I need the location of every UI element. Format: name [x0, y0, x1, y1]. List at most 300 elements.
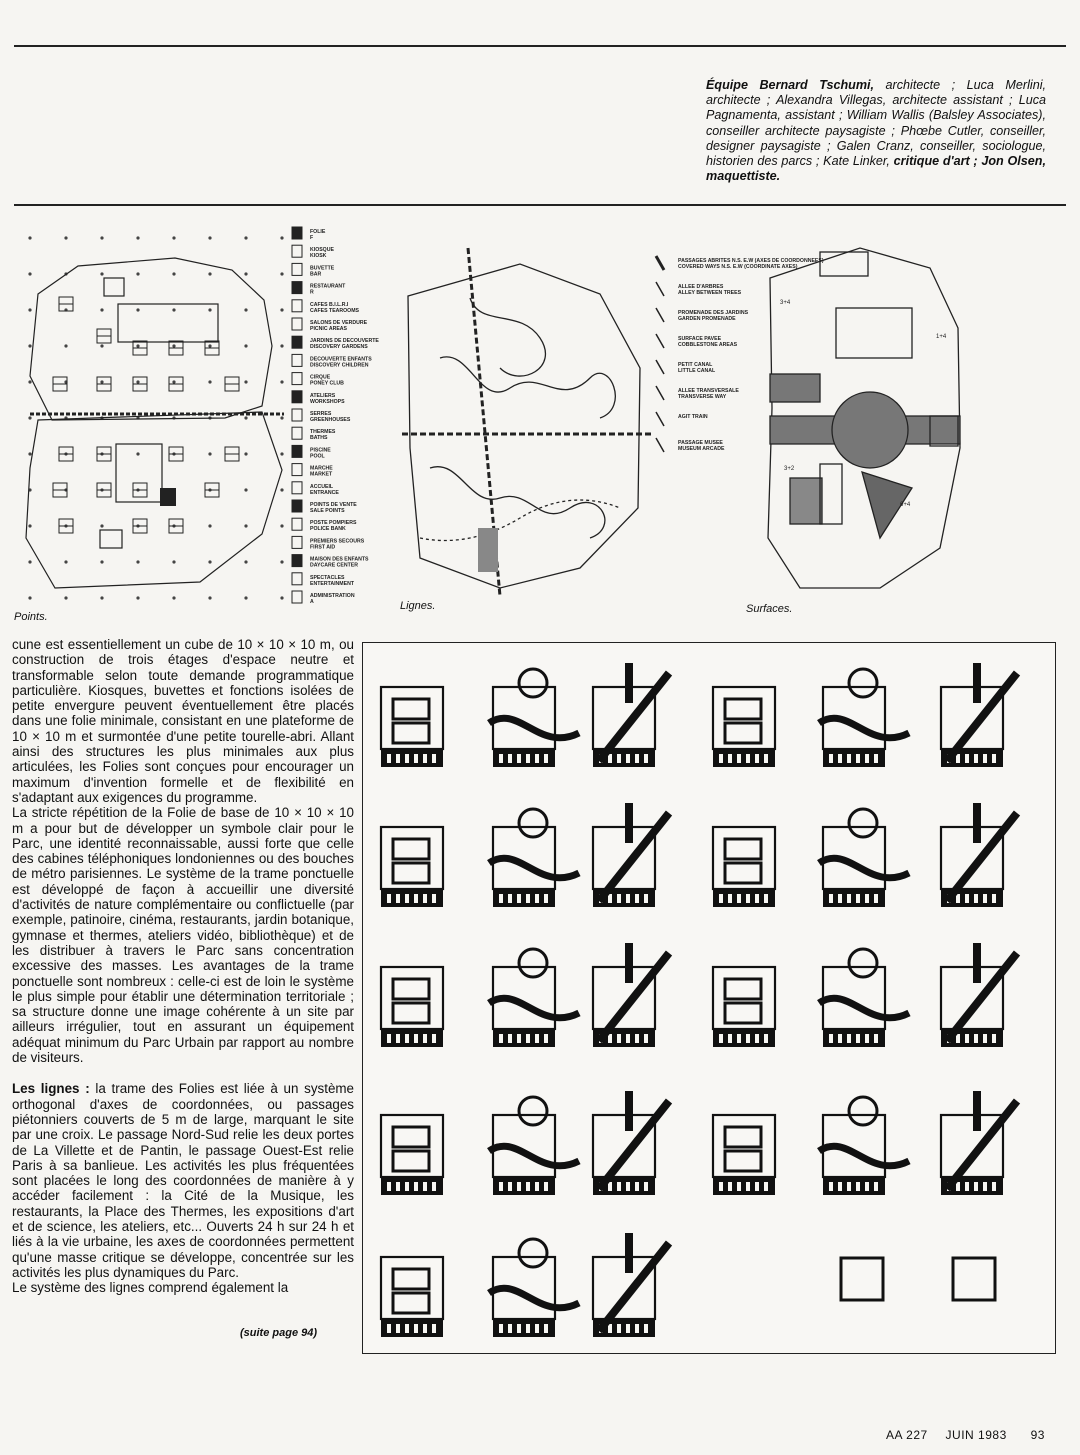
- folie-window: [829, 1034, 833, 1043]
- legend-point-fr: SERRES: [310, 411, 332, 417]
- points-plan: [26, 236, 284, 599]
- folie-tower: [973, 803, 981, 843]
- folie-window: [983, 894, 987, 903]
- folie-window: [983, 754, 987, 763]
- legend-ligne-fr: ALLEE TRANSVERSALE: [678, 388, 739, 394]
- folie-window: [617, 894, 621, 903]
- grid-dot: [208, 272, 211, 275]
- grid-dot: [28, 596, 31, 599]
- credits-lead: Équipe Bernard Tschumi,: [706, 78, 875, 92]
- grid-dot: [244, 524, 247, 527]
- folie-window: [838, 894, 842, 903]
- folie-window: [432, 1324, 436, 1333]
- folie-window: [508, 1182, 512, 1191]
- folie-window: [983, 1182, 987, 1191]
- folie-window: [414, 1034, 418, 1043]
- folie-window: [432, 894, 436, 903]
- legend-point-en: POOL: [310, 453, 325, 460]
- folie-window: [865, 754, 869, 763]
- folie-window: [405, 1182, 409, 1191]
- canal-icon: [656, 360, 664, 374]
- folie-frame: [725, 1127, 761, 1147]
- surface-label: 3+4: [780, 300, 791, 306]
- spectacle-icon: [292, 573, 302, 585]
- folie-window: [737, 1034, 741, 1043]
- grid-dot: [244, 488, 247, 491]
- legend-point-en: PONEY CLUB: [310, 380, 344, 387]
- grid-dot: [136, 308, 139, 311]
- secours-icon: [292, 536, 302, 548]
- folie-frame: [393, 863, 429, 883]
- caption-points: Points.: [14, 611, 48, 623]
- folie-window: [644, 1034, 648, 1043]
- allee-icon: [656, 282, 664, 296]
- folie-window: [414, 1182, 418, 1191]
- grid-dot: [172, 596, 175, 599]
- folie-window: [755, 754, 759, 763]
- folie-window: [635, 1034, 639, 1043]
- grid-dot: [208, 236, 211, 239]
- grid-dot: [28, 560, 31, 563]
- folie-window: [535, 894, 539, 903]
- legend-ligne-en: GARDEN PROMENADE: [678, 316, 736, 322]
- folie-drawing: [593, 943, 669, 1047]
- grid-dot: [172, 308, 175, 311]
- grid-dot: [28, 452, 31, 455]
- folie-cylinder: [849, 669, 877, 697]
- caption-surfaces: Surfaces.: [746, 603, 793, 615]
- legend-point-en: SALE POINTS: [310, 508, 345, 514]
- folie-window: [617, 1182, 621, 1191]
- folie-window: [983, 1034, 987, 1043]
- continued-note: (suite page 94): [240, 1327, 318, 1339]
- grid-dot: [64, 344, 67, 347]
- folie-cylinder: [519, 669, 547, 697]
- folie-window: [499, 754, 503, 763]
- grid-dot: [208, 524, 211, 527]
- folie-window: [423, 894, 427, 903]
- folie-window: [499, 894, 503, 903]
- folie-drawing: [593, 803, 669, 907]
- folie-window: [626, 1182, 630, 1191]
- folie-window: [544, 1324, 548, 1333]
- folie-wave: [489, 998, 579, 1018]
- legend-point-en: F: [310, 235, 314, 241]
- grid-dot: [208, 308, 211, 311]
- legend-ligne-fr: AGIT TRAIN: [678, 414, 708, 420]
- grid-dot: [100, 308, 103, 311]
- body-paragraph-3: [12, 1081, 354, 1280]
- buvette-icon: [292, 263, 302, 275]
- folie-frame: [393, 699, 429, 719]
- folie-window: [635, 754, 639, 763]
- grid-dot: [280, 524, 283, 527]
- folie-window: [847, 1034, 851, 1043]
- folie-window: [423, 754, 427, 763]
- legend-point-en: WORKSHOPS: [310, 398, 345, 405]
- grid-dot: [136, 596, 139, 599]
- points-grid: [28, 236, 283, 599]
- grid-dot: [244, 560, 247, 563]
- legend-point-en: BATHS: [310, 435, 328, 442]
- folie-window: [755, 1182, 759, 1191]
- folie-window: [974, 1034, 978, 1043]
- folie-drawing: [819, 809, 909, 907]
- folie-drawing: [381, 687, 443, 767]
- folie-window: [644, 1324, 648, 1333]
- folie-window: [728, 1034, 732, 1043]
- folie-window: [764, 1034, 768, 1043]
- folie-window: [992, 894, 996, 903]
- folie-window: [414, 894, 418, 903]
- folie-window: [719, 754, 723, 763]
- folie-frame: [725, 863, 761, 883]
- folie-drawing: [819, 669, 909, 767]
- folie-window: [396, 894, 400, 903]
- legend-point-fr: RESTAURANT: [310, 283, 346, 290]
- promenade-icon: [656, 308, 664, 322]
- lignes-text: la trame des Folies est liée à un système orthogonal d'axes de coordonnées, ou passages piétonniers couverts de 5 m de large, marquant le site par une croix. Le passage Nord-Sud relie les deux portes de La Villette et de Pantin, le passage Ouest-Est relie Paris à sa banlieue. Les activités les plus fréquentées sont placées le long des coordonnées de manière à y accéder facilement : la Cité de la Musique, les restaurants, la Place des Thermes, les expositions d'art et de science, les ateliers, etc... Ouverts 24 h sur 24 h et liés à la vie urbaine, les axes de coordonnées permettent qu'une masse critique se développe, concentrée sur les activités les plus dynamiques du Parc.: [12, 1081, 354, 1280]
- folie-window: [719, 1182, 723, 1191]
- footer-issue: AA 227: [886, 1428, 928, 1442]
- folie-icon: [292, 227, 302, 239]
- folie-window: [737, 894, 741, 903]
- grid-dot: [28, 416, 31, 419]
- legend-point-en: MARKET: [310, 471, 333, 478]
- folie-drawing: [819, 1097, 909, 1195]
- legend-point-fr: PISCINE: [310, 447, 331, 454]
- vente-icon: [292, 500, 302, 512]
- cafe-icon: [292, 300, 302, 312]
- legend-point-fr: SALONS DE VERDURE: [310, 320, 368, 326]
- folie-window: [644, 894, 648, 903]
- therme-icon: [292, 427, 302, 439]
- folie-window: [544, 1034, 548, 1043]
- legend-ligne-fr: PASSAGE MUSEE: [678, 440, 723, 446]
- legend-point-fr: KIOSQUE: [310, 247, 334, 254]
- folie-cylinder: [519, 1239, 547, 1267]
- legend-point-en: DISCOVERY GARDENS: [310, 344, 368, 351]
- folie-window: [874, 1034, 878, 1043]
- folie-window: [499, 1324, 503, 1333]
- legend-point-en: A: [310, 599, 314, 605]
- piscine-icon: [292, 445, 302, 457]
- grid-dot: [136, 236, 139, 239]
- folie-window: [965, 1182, 969, 1191]
- cross-axes-icon: [656, 256, 664, 270]
- team-credits: [706, 78, 1046, 184]
- legend-point-fr: POINTS DE VENTE: [310, 502, 357, 508]
- footer-date: JUIN 1983: [945, 1428, 1007, 1442]
- legend-ligne-en: COVERED WAYS N.S. E.W (COORDINATE AXES): [678, 264, 798, 270]
- legend-ligne-fr: PETIT CANAL: [678, 362, 713, 368]
- folie-frame: [393, 1269, 429, 1289]
- folie-window: [992, 754, 996, 763]
- folie-window: [617, 1324, 621, 1333]
- legend-point-en: KIOSK: [310, 253, 327, 260]
- mid-rule: [14, 204, 1066, 206]
- legend-point-fr: BUVETTE: [310, 265, 335, 272]
- folie-cylinder: [849, 1097, 877, 1125]
- legend-ligne-fr: ALLEE D'ARBRES: [678, 284, 724, 290]
- grid-dot: [280, 416, 283, 419]
- grid-dot: [172, 560, 175, 563]
- folie-window: [535, 1034, 539, 1043]
- grid-dot: [208, 560, 211, 563]
- folie-window: [626, 894, 630, 903]
- folie-cylinder: [519, 949, 547, 977]
- legend-point-fr: CIRQUE: [310, 374, 331, 381]
- folie-window: [728, 1182, 732, 1191]
- folie-window: [644, 754, 648, 763]
- folie-frame: [725, 1003, 761, 1023]
- folie-frame: [725, 723, 761, 743]
- legend-point-en: CAFES TEAROOMS: [310, 307, 359, 314]
- folie-window: [847, 754, 851, 763]
- arcade-icon: [656, 438, 664, 452]
- grid-dot: [28, 344, 31, 347]
- legend-ligne-en: MUSEUM ARCADE: [678, 446, 725, 452]
- folie-window: [544, 754, 548, 763]
- folie-frame: [393, 1151, 429, 1171]
- grid-dot: [100, 272, 103, 275]
- folie-window: [405, 1034, 409, 1043]
- grid-dot: [136, 344, 139, 347]
- grid-dot: [100, 596, 103, 599]
- folie-window: [865, 894, 869, 903]
- folie-frame: [393, 723, 429, 743]
- surfaces-plan: [768, 248, 960, 588]
- legend-point-fr: ATELIERS: [310, 392, 336, 399]
- folie-window: [396, 754, 400, 763]
- folie-tower: [973, 663, 981, 703]
- grid-dot: [64, 560, 67, 563]
- folie-window: [387, 894, 391, 903]
- folie-tower: [625, 943, 633, 983]
- folie-drawing: [593, 1233, 669, 1337]
- folie-window: [508, 754, 512, 763]
- folie-drawing: [489, 669, 579, 767]
- folie-window: [414, 1324, 418, 1333]
- grid-dot: [280, 488, 283, 491]
- legend-point-fr: SPECTACLES: [310, 574, 345, 581]
- top-rule: [14, 45, 1066, 47]
- grid-dot: [244, 344, 247, 347]
- folie-drawing: [713, 967, 775, 1047]
- grid-dot: [100, 236, 103, 239]
- points-legend: [292, 227, 379, 605]
- grid-dot: [136, 452, 139, 455]
- folie-window: [432, 1182, 436, 1191]
- admin-icon: [292, 591, 302, 603]
- legend-point-en: R: [310, 289, 314, 296]
- legend-point-fr: ACCUEIL: [310, 483, 334, 490]
- grid-dot: [280, 344, 283, 347]
- folie-window: [526, 1182, 530, 1191]
- folie-window: [423, 1182, 427, 1191]
- folie-window: [829, 754, 833, 763]
- folie-window: [755, 894, 759, 903]
- folie-window: [387, 1324, 391, 1333]
- folie-window: [405, 754, 409, 763]
- grid-dot: [208, 344, 211, 347]
- grid-dot: [28, 272, 31, 275]
- pompiers-icon: [292, 518, 302, 530]
- folie-tower: [625, 1233, 633, 1273]
- grid-dot: [244, 272, 247, 275]
- folie-drawing: [489, 949, 579, 1047]
- folie-drawing: [593, 1091, 669, 1195]
- folie-window: [874, 754, 878, 763]
- grid-dot: [28, 308, 31, 311]
- jardin-icon: [292, 336, 302, 348]
- surface-label: 1+4: [936, 334, 947, 340]
- folie-window: [856, 754, 860, 763]
- folie-cylinder: [519, 809, 547, 837]
- grid-dot: [100, 524, 103, 527]
- legend-point-en: GREENHOUSES: [310, 417, 351, 423]
- grid-dot: [172, 380, 175, 383]
- grid-dot: [280, 596, 283, 599]
- folie-tower: [625, 1091, 633, 1131]
- folie-window: [847, 894, 851, 903]
- folie-drawing: [489, 809, 579, 907]
- folie-window: [635, 1324, 639, 1333]
- legend-ligne-en: TRANSVERSE WAY: [678, 394, 727, 400]
- body-paragraph-4: Le système des lignes comprend également la: [12, 1280, 289, 1296]
- folie-tower: [625, 803, 633, 843]
- folie-window: [755, 1034, 759, 1043]
- grid-dot: [28, 236, 31, 239]
- folie-wave: [489, 718, 579, 738]
- grid-dot: [172, 272, 175, 275]
- grid-dot: [136, 380, 139, 383]
- folie-tower: [973, 1091, 981, 1131]
- folie-window: [508, 894, 512, 903]
- folie-window: [526, 894, 530, 903]
- folie-window: [865, 1034, 869, 1043]
- folie-window: [526, 1034, 530, 1043]
- folie-plain-cube: [953, 1258, 995, 1300]
- folie-window: [405, 894, 409, 903]
- legend-point-fr: MARCHE: [310, 465, 333, 472]
- folie-drawing: [713, 827, 775, 907]
- grid-dot: [244, 236, 247, 239]
- legend-point-en: FIRST AID: [310, 544, 336, 551]
- folie-cylinder: [849, 809, 877, 837]
- folie-window: [974, 1182, 978, 1191]
- grid-dot: [244, 452, 247, 455]
- serre-icon: [292, 409, 302, 421]
- grid-dot: [64, 596, 67, 599]
- folie-window: [405, 1324, 409, 1333]
- grid-dot: [28, 380, 31, 383]
- salon-icon: [292, 318, 302, 330]
- article-body: [12, 637, 354, 1295]
- grid-dot: [172, 236, 175, 239]
- surface-icon: [656, 334, 664, 348]
- folie-window: [838, 1182, 842, 1191]
- folie-window: [635, 894, 639, 903]
- legend-point-en: ENTRANCE: [310, 489, 339, 496]
- folie-window: [856, 1034, 860, 1043]
- grid-dot: [136, 272, 139, 275]
- lignes-plan: [402, 248, 652, 596]
- folie-frame: [725, 979, 761, 999]
- credits-text: architecte ; Luca Merlini, architecte ; Alexandra Villegas, architecte assistant ; Luca Pagnamenta, assistant ; William Wallis (Balsley Associates), conseiller architecte paysagiste ; Phœbe Cutler, conseiller, designer paysagiste ; Galen Cranz, conseiller, sociologue, historien des parcs ; Kate Linker,: [706, 78, 1046, 169]
- folie-tower: [973, 943, 981, 983]
- folie-window: [728, 754, 732, 763]
- folie-drawing: [381, 1115, 443, 1195]
- folie-window: [626, 754, 630, 763]
- grid-dot: [280, 272, 283, 275]
- folie-window: [719, 1034, 723, 1043]
- folie-wave: [489, 1288, 579, 1308]
- folie-window: [746, 1034, 750, 1043]
- legend-ligne-fr: SURFACE PAVEE: [678, 336, 722, 342]
- folie-drawing: [941, 663, 1017, 767]
- surface-label: 3+2: [784, 466, 795, 472]
- folie-window: [992, 1182, 996, 1191]
- caption-lignes: Lignes.: [400, 600, 436, 612]
- folie-window: [874, 894, 878, 903]
- grid-dot: [208, 380, 211, 383]
- grid-dot: [244, 380, 247, 383]
- folie-window: [865, 1182, 869, 1191]
- folie-window: [829, 1182, 833, 1191]
- folie-window: [499, 1182, 503, 1191]
- folie-window: [838, 1034, 842, 1043]
- folie-window: [626, 1034, 630, 1043]
- folie-window: [387, 754, 391, 763]
- folie-frame: [725, 1151, 761, 1171]
- folie-window: [414, 754, 418, 763]
- folie-drawing: [381, 967, 443, 1047]
- grid-dot: [208, 596, 211, 599]
- folie-window: [617, 754, 621, 763]
- plan-drawings: [0, 208, 1080, 628]
- legend-point-fr: ADMINISTRATION: [310, 593, 355, 599]
- folie-frame: [393, 1293, 429, 1313]
- folie-drawing: [489, 1097, 579, 1195]
- grid-dot: [100, 560, 103, 563]
- folie-window: [396, 1324, 400, 1333]
- decouverte-icon: [292, 354, 302, 366]
- grid-dot: [172, 344, 175, 347]
- folie-frame: [725, 699, 761, 719]
- surface-label: 6+4: [900, 502, 911, 508]
- grid-dot: [100, 380, 103, 383]
- grid-dot: [244, 308, 247, 311]
- folie-window: [838, 754, 842, 763]
- grid-dot: [100, 344, 103, 347]
- accueil-icon: [292, 482, 302, 494]
- folie-frame: [725, 839, 761, 859]
- legend-point-fr: THERMES: [310, 429, 336, 436]
- legend-point-fr: DECOUVERTE ENFANTS: [310, 356, 372, 363]
- folie-window: [856, 894, 860, 903]
- legend-ligne-en: LITTLE CANAL: [678, 368, 716, 374]
- atelier-icon: [292, 391, 302, 403]
- restaurant-icon: [292, 282, 302, 294]
- folie-window: [387, 1182, 391, 1191]
- grid-dot: [280, 308, 283, 311]
- folie-drawing: [713, 687, 775, 767]
- folie-window: [746, 754, 750, 763]
- folie-window: [517, 1182, 521, 1191]
- folie-window: [737, 754, 741, 763]
- folie-window: [746, 1182, 750, 1191]
